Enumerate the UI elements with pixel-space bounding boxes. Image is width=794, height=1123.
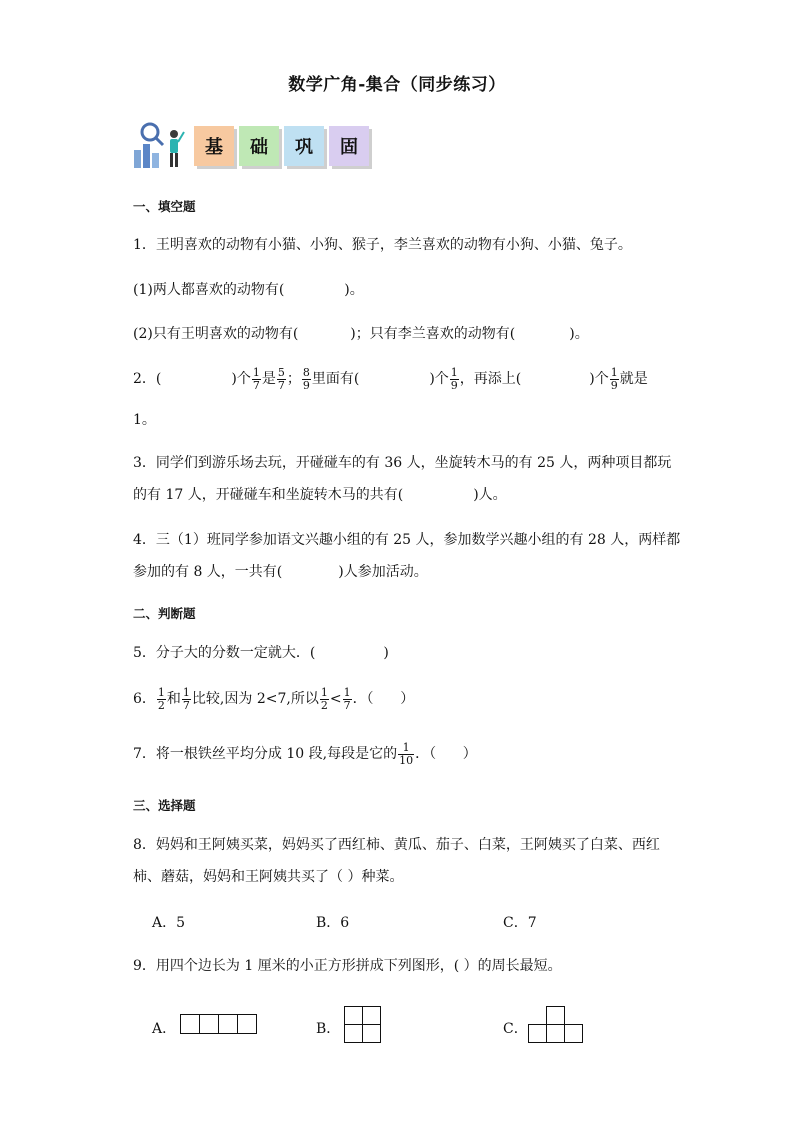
q7-fraction-num: 1 bbox=[398, 742, 414, 755]
q6-fraction-4-den: 7 bbox=[343, 698, 351, 712]
q8-line1: 8．妈妈和王阿姨买菜，妈妈买了西红柿、黄瓜、茄子、白菜，王阿姨买了白菜、西红 bbox=[133, 837, 660, 853]
q2-fraction-5-den: 9 bbox=[610, 378, 618, 392]
q9-shape-c-t-tetromino bbox=[528, 1006, 586, 1044]
q1-stem: 1．王明喜欢的动物有小猫、小狗、猴子，李兰喜欢的动物有小狗、小猫、兔子。 bbox=[133, 237, 632, 253]
q1-part1 bbox=[133, 283, 364, 297]
q2-continuation: 1。 bbox=[133, 412, 156, 428]
q5-line bbox=[133, 646, 389, 660]
q3-line2-end: )人。 bbox=[473, 487, 507, 503]
q9-option-b[interactable]: B． bbox=[316, 1021, 341, 1037]
q2-fraction-4 bbox=[450, 367, 459, 391]
banner-tile-1: 基 bbox=[194, 126, 234, 166]
q9-shape-a-row-of-squares bbox=[180, 1014, 260, 1034]
q2-fraction-2-num: 5 bbox=[277, 366, 285, 379]
banner-tile-2: 础 bbox=[239, 126, 279, 166]
q2-fraction-1 bbox=[252, 367, 261, 391]
q2-fraction-2-den: 7 bbox=[277, 378, 285, 392]
q7-end: ．（ ） bbox=[415, 746, 477, 763]
q6-fraction-4-num: 1 bbox=[343, 686, 351, 699]
q4-line2-text: 参加的有 8 人，一共有( bbox=[133, 564, 283, 580]
q2-fraction-4-den: 9 bbox=[450, 378, 458, 392]
q4-line1: 4．三（1）班同学参加语文兴趣小组的有 25 人，参加数学兴趣小组的有 28 人，两样都 bbox=[133, 532, 681, 548]
q6-fraction-3-num: 1 bbox=[320, 686, 328, 699]
section-heading-fill: 一、填空题 bbox=[133, 199, 196, 214]
banner-tile-4: 固 bbox=[329, 126, 369, 166]
q7-line bbox=[133, 742, 477, 766]
q2-fraction-3-den: 9 bbox=[302, 378, 310, 392]
banner-tile-3: 巩 bbox=[284, 126, 324, 166]
q9-shape-b-square-grid bbox=[344, 1006, 384, 1044]
magnifier-figure-icon bbox=[132, 120, 190, 170]
q1-part1-end: )。 bbox=[344, 282, 364, 298]
q2-fraction-1-num: 1 bbox=[252, 366, 260, 379]
q6-text-c: 比较,因为 2<7,所以 bbox=[191, 691, 319, 708]
section-heading-choice: 三、选择题 bbox=[133, 798, 196, 813]
q2-fraction-3 bbox=[302, 367, 311, 391]
q3-line2-text: 的有 17 人，开碰碰车和坐旋转木马的共有( bbox=[133, 487, 404, 503]
q6-line bbox=[133, 687, 414, 711]
q8-line2: 柿、蘑菇，妈妈和王阿姨共买了（ ）种菜。 bbox=[133, 869, 404, 885]
q8-option-b[interactable]: B．6 bbox=[316, 915, 350, 931]
q1-part2 bbox=[133, 327, 589, 341]
q6-text-a: 6． bbox=[133, 691, 156, 708]
q2-fraction-1-den: 7 bbox=[252, 378, 260, 392]
q6-fraction-4 bbox=[343, 687, 352, 711]
q6-fraction-3 bbox=[320, 687, 329, 711]
q6-fraction-1-num: 1 bbox=[157, 686, 165, 699]
q6-fraction-2-den: 7 bbox=[182, 698, 190, 712]
q8-option-c[interactable]: C．7 bbox=[503, 915, 537, 931]
q2-text-h: )个 bbox=[589, 371, 609, 388]
q8-option-a[interactable]: A．5 bbox=[152, 915, 186, 931]
q7-fraction bbox=[398, 742, 414, 766]
q6-fraction-2 bbox=[182, 687, 191, 711]
q7-fraction-den: 10 bbox=[399, 753, 414, 767]
q2-fraction-5-num: 1 bbox=[610, 366, 618, 379]
q9-option-a[interactable]: A． bbox=[152, 1021, 177, 1037]
q2-text-f: )个 bbox=[429, 371, 449, 388]
q1-part1-text: (1)两人都喜欢的动物有( bbox=[133, 282, 285, 298]
q2-text-i: 就是 bbox=[619, 371, 648, 388]
q7-text: 7．将一根铁丝平均分成 10 段,每段是它的 bbox=[133, 746, 398, 763]
q2-text-a: 2．( bbox=[133, 371, 162, 388]
q3-line1: 3．同学们到游乐场去玩，开碰碰车的有 36 人，坐旋转木马的有 25 人，两种项目都玩 bbox=[133, 455, 672, 471]
q2-fraction-5 bbox=[610, 367, 619, 391]
q2-text-g: ，再添上( bbox=[459, 371, 522, 388]
q5-text: 5．分子大的分数一定就大．( bbox=[133, 645, 316, 661]
q6-fraction-1-den: 2 bbox=[157, 698, 165, 712]
q5-end: ) bbox=[383, 645, 389, 661]
q6-fraction-2-num: 1 bbox=[182, 686, 190, 699]
page-title: 数学广角-集合（同步练习） bbox=[288, 75, 506, 95]
q2-text-b: )个 bbox=[231, 371, 251, 388]
section-heading-judge: 二、判断题 bbox=[133, 606, 196, 621]
q1-part2-text: (2)只有王明喜欢的动物有( bbox=[133, 326, 299, 342]
q6-text-b: 和 bbox=[166, 691, 181, 708]
q3-line2 bbox=[133, 488, 507, 502]
q9-option-c[interactable]: C． bbox=[503, 1021, 528, 1037]
q2-fraction-3-num: 8 bbox=[302, 366, 310, 379]
q2-line bbox=[133, 367, 648, 391]
q2-fraction-2 bbox=[277, 367, 286, 391]
q2-text-c: 是 bbox=[261, 371, 276, 388]
q1-part2-end: )。 bbox=[569, 326, 589, 342]
q4-line2-end: )人参加活动。 bbox=[338, 564, 428, 580]
q6-fraction-1 bbox=[157, 687, 166, 711]
q6-text-d: < bbox=[329, 691, 342, 708]
q6-fraction-3-den: 2 bbox=[320, 698, 328, 712]
q2-text-e: 里面有( bbox=[311, 371, 360, 388]
q1-part2-mid: )；只有李兰喜欢的动物有( bbox=[350, 326, 516, 342]
q9-stem: 9．用四个边长为 1 厘米的小正方形拼成下列图形，( ）的周长最短。 bbox=[133, 958, 562, 974]
q4-line2 bbox=[133, 565, 428, 579]
q6-text-e: ．（ ） bbox=[352, 691, 415, 708]
q2-text-d: ； bbox=[286, 371, 301, 388]
q2-fraction-4-num: 1 bbox=[450, 366, 458, 379]
banner-tiles bbox=[194, 126, 374, 166]
